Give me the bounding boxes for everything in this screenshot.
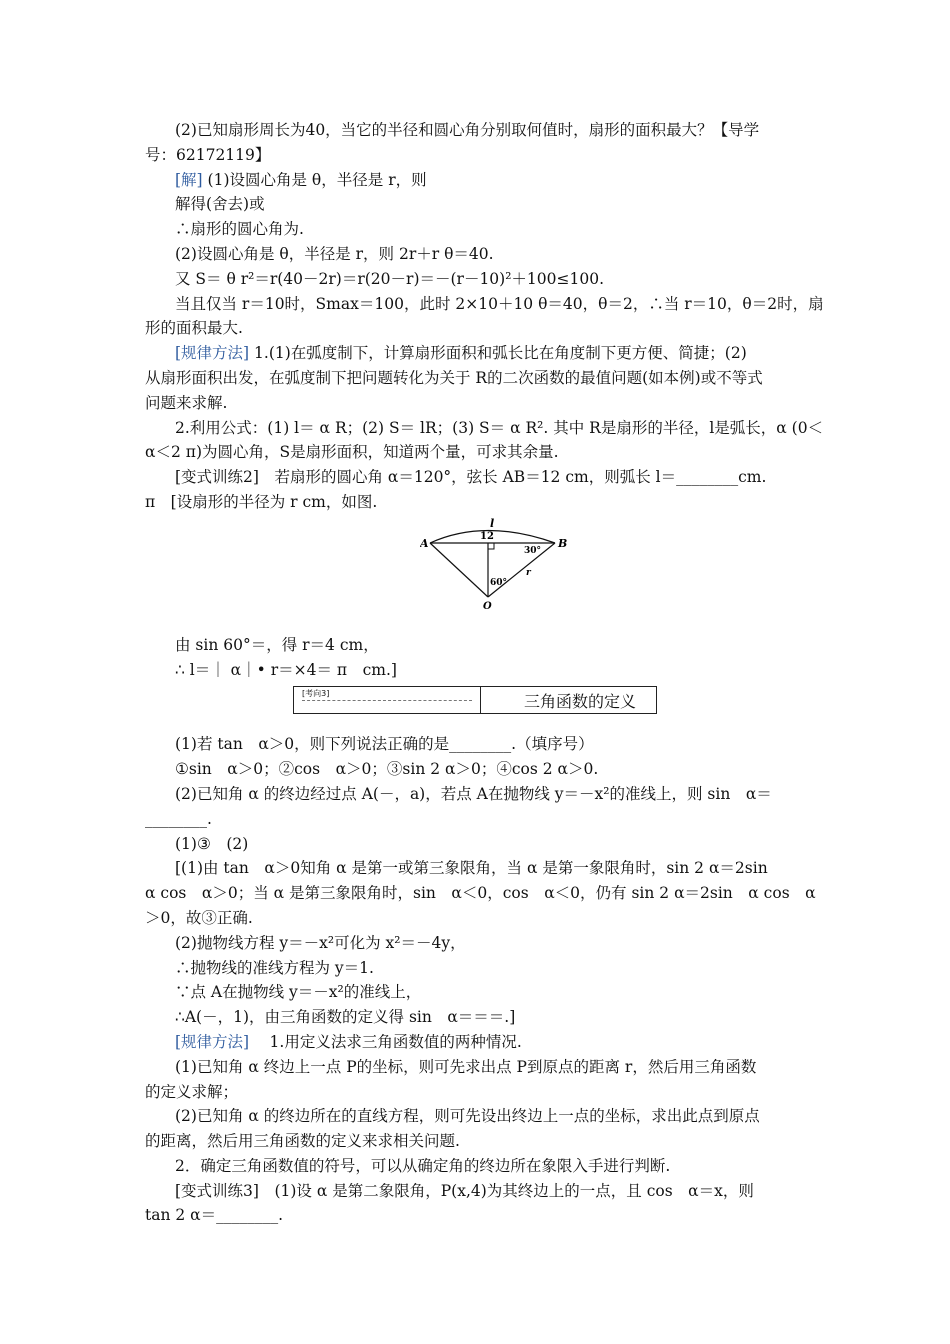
solution-text: (1)设圆心角是 θ，半径是 r，则 [207,170,427,189]
solution-line: ∴ l＝｜ α｜• r＝×4＝ π cm.] [175,660,397,679]
label-a: A [420,536,429,550]
solution-line: 由 sin 60°＝，得 r＝4 cm， [175,635,379,654]
solution-line: ∴抛物线的准线方程为 y＝1. [175,958,374,977]
label-60: 60° [490,577,508,588]
label-o: O [483,600,492,612]
method-line: 的定义求解； [145,1082,239,1101]
question-line: ①sin α＞0；②cos α＞0；③sin 2 α＞0；④cos 2 α＞0. [175,760,599,779]
method-tag: [规律方法] [175,1032,250,1051]
solution-line [145,168,810,193]
method-line: 问题来求解. [145,393,228,412]
method-line: (2)已知角 α 的终边所在的直线方程，则可先设出终边上一点的坐标，求出此点到原点 [175,1107,760,1126]
method-text: 1.(1)在弧度制下，计算扇形面积和弧长比在角度制下更方便、简捷；(2) [254,344,747,363]
solution-line: (2)设圆心角是 θ，半径是 r，则 2r＋r θ＝40. [175,244,494,263]
radius-oa [430,543,488,597]
sector-figure [145,515,810,633]
method-line: 2．确定三角函数值的符号，可以从确定角的终边所在象限入手进行判断. [175,1156,671,1175]
exam-dash [302,700,472,701]
solution-line: ∵点 A在抛物线 y＝－x²的准线上， [175,983,422,1002]
exercise-line: [变式训练3] (1)设 α 是第二象限角，P(x,4)为其终边上的一点，且 cos α＝x，则 [175,1181,754,1200]
sector-diagram [420,515,570,633]
solution-line: 又 S＝ θ r²＝r(40－2r)＝r(20－r)＝－(r－10)²＋100≤100. [175,269,605,288]
method-line: 的距离，然后用三角函数的定义来求相关问题. [145,1132,460,1151]
method-line: 从扇形面积出发，在弧度制下把问题转化为关于 R的二次函数的最值问题(如本例)或不等式 [145,368,763,387]
method-text: 1.用定义法求三角函数值的两种情况. [254,1032,522,1051]
solution-line: α cos α＞0；当 α 是第三象限角时，sin α＜0，cos α＜0，仍有 sin 2 α＝2sin α cos α [145,884,816,903]
radius-ob [488,543,555,597]
method-line: (1)已知角 α 终边上一点 P的坐标，则可先求出点 P到原点的距离 r，然后用三角函数 [175,1057,757,1076]
solution-line: (2)抛物线方程 y＝－x²可化为 x²＝－4y， [175,933,466,952]
method-line: 2.利用公式：(1) l＝ α R；(2) S＝ lR；(3) S＝ α R². 其中 R是扇形的半径，l是弧长，α (0＜ [175,418,824,437]
exam-tag-cell [294,687,481,713]
method-tag: [规律方法] [175,344,250,363]
method-line [145,1030,810,1055]
solution-line: ∴A(－，1)，由三角函数的定义得 sin α＝＝＝.] [175,1008,516,1027]
solution-line: [(1)由 tan α＞0知角 α 是第一或第三象限角，当 α 是第一象限角时，sin 2 α＝2sin [175,859,768,878]
exam-direction-box [293,686,657,714]
question-line: (2)已知角 α 的终边经过点 A(－，a)，若点 A在抛物线 y＝－x²的准线上，则 sin α＝ [175,784,772,803]
solution-line: 解得(舍去)或 [175,195,265,214]
method-line: α＜2 π)为圆心角，S是扇形面积，知道两个量，可求其余量. [145,443,559,462]
exercise-line: π [设扇形的半径为 r cm，如图. [145,492,378,511]
answer-line: (1)③ (2) [175,834,249,853]
solution-line: 当且仅当 r＝10时，Smax＝100，此时 2×10＋10 θ＝40，θ＝2，∴当 r＝10，θ＝2时，扇 [175,294,824,313]
right-angle-mark [488,543,494,549]
exam-tag: [考向3] [302,689,330,699]
solution-line: ＞0，故③正确. [145,908,253,927]
method-line [145,341,810,366]
label-b: B [558,536,568,550]
solution-line: ∴扇形的圆心角为. [175,220,304,239]
exam-title: 三角函数的定义 [524,692,637,712]
exercise-line: [变式训练2] 若扇形的圆心角 α＝120°，弦长 AB＝12 cm，则弧长 l＝________cm. [175,468,767,487]
question-line: (1)若 tan α＞0，则下列说法正确的是________.（填序号） [175,735,594,754]
label-30: 30° [524,545,542,556]
label-12: 12 [480,530,494,542]
question-line: (2)已知扇形周长为40，当它的半径和圆心角分别取何值时，扇形的面积最大？【导学 [175,121,760,139]
question-line: 号：62172119】 [145,145,271,164]
document-page [145,118,824,1228]
exercise-line: tan 2 α＝________. [145,1206,284,1225]
solution-tag: [解] [175,170,203,189]
label-l: l [490,516,495,530]
solution-line: 形的面积最大. [145,319,243,338]
question-line: ________. [145,809,212,828]
label-r: r [526,567,531,578]
